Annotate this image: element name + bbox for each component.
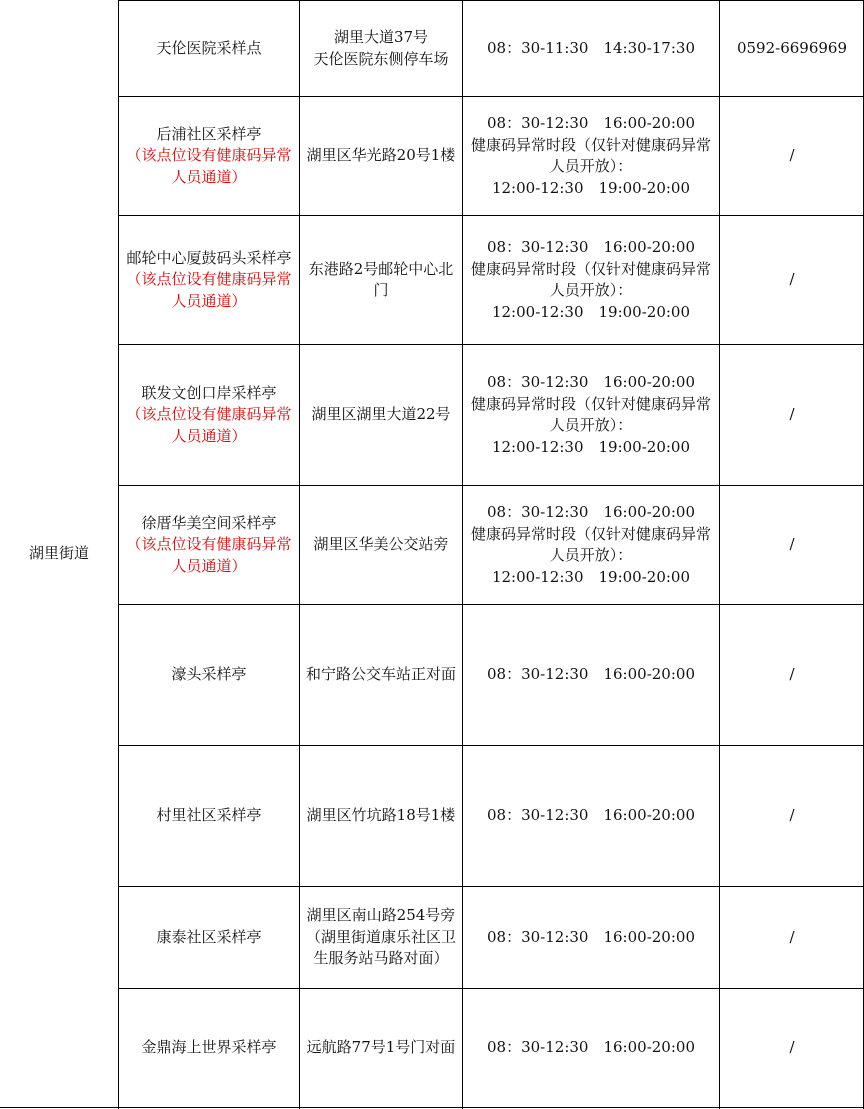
site-name-cell bbox=[119, 746, 299, 886]
site-address-cell bbox=[300, 345, 462, 485]
site-hours: 08：30-12:30 16:00-20:00 健康码异常时段（仅针对健康码异常人员开放）： 12:00-12:30 19:00-20:00 bbox=[470, 238, 711, 321]
site-address: 湖里区湖里大道22号 bbox=[311, 405, 451, 424]
site-address-cell bbox=[300, 989, 462, 1107]
district-name: 湖里街道 bbox=[28, 543, 89, 562]
abnormal-code-channel-note: （该点位设有健康码异常人员通道） bbox=[126, 146, 292, 186]
site-phone-cell bbox=[720, 216, 864, 344]
site-name-cell bbox=[119, 605, 299, 745]
site-phone: 0592-6696969 bbox=[736, 38, 848, 57]
site-name-cell bbox=[119, 989, 299, 1107]
site-address: 湖里大道37号 天伦医院东侧停车场 bbox=[313, 28, 449, 68]
site-phone-cell bbox=[720, 605, 864, 745]
site-phone: / bbox=[789, 927, 795, 946]
site-hours: 08：30-12:30 16:00-20:00 bbox=[487, 806, 695, 825]
site-name: 后浦社区采样亭 bbox=[156, 124, 262, 143]
district-cell bbox=[0, 0, 118, 1107]
site-address: 湖里区华美公交站旁 bbox=[313, 535, 449, 554]
site-phone-cell bbox=[720, 486, 864, 604]
abnormal-code-channel-note: （该点位设有健康码异常人员通道） bbox=[126, 405, 292, 445]
site-address: 湖里区华光路20号1楼 bbox=[306, 146, 456, 165]
site-address-cell bbox=[300, 746, 462, 886]
site-address: 东港路2号邮轮中心北门 bbox=[308, 259, 454, 299]
site-hours: 08：30-12:30 16:00-20:00 健康码异常时段（仅针对健康码异常人员开放）： 12:00-12:30 19:00-20:00 bbox=[470, 503, 711, 586]
site-address-cell bbox=[300, 887, 462, 988]
site-address: 湖里区竹坑路18号1楼 bbox=[306, 806, 456, 825]
site-name: 邮轮中心厦鼓码头采样亭 bbox=[126, 248, 292, 267]
site-name: 金鼎海上世界采样亭 bbox=[141, 1038, 277, 1057]
site-name-cell bbox=[119, 887, 299, 988]
site-phone-cell bbox=[720, 345, 864, 485]
site-phone: / bbox=[789, 146, 795, 165]
site-address-cell bbox=[300, 605, 462, 745]
site-address-cell bbox=[300, 1, 462, 96]
site-hours-cell bbox=[463, 345, 719, 485]
site-address: 和宁路公交车站正对面 bbox=[305, 665, 456, 684]
site-address: 湖里区南山路254号旁（湖里街道康乐社区卫生服务站马路对面） bbox=[305, 906, 456, 968]
site-hours-cell bbox=[463, 989, 719, 1107]
site-address: 远航路77号1号门对面 bbox=[306, 1038, 456, 1057]
site-hours: 08：30-11:30 14:30-17:30 bbox=[487, 38, 695, 57]
site-hours-cell bbox=[463, 216, 719, 344]
site-phone: / bbox=[789, 270, 795, 289]
site-phone-cell bbox=[720, 746, 864, 886]
site-name-cell bbox=[119, 486, 299, 604]
site-phone-cell bbox=[720, 97, 864, 215]
site-name-cell bbox=[119, 216, 299, 344]
site-phone: / bbox=[789, 1038, 795, 1057]
site-phone: / bbox=[789, 806, 795, 825]
site-name-cell bbox=[119, 345, 299, 485]
abnormal-code-channel-note: （该点位设有健康码异常人员通道） bbox=[126, 270, 292, 310]
site-name: 村里社区采样亭 bbox=[156, 806, 262, 825]
site-address-cell bbox=[300, 486, 462, 604]
site-hours: 08：30-12:30 16:00-20:00 bbox=[487, 1038, 695, 1057]
site-name: 濠头采样亭 bbox=[171, 665, 247, 684]
site-phone: / bbox=[789, 535, 795, 554]
site-address-cell bbox=[300, 97, 462, 215]
site-hours-cell bbox=[463, 605, 719, 745]
site-phone: / bbox=[789, 405, 795, 424]
site-hours-cell bbox=[463, 746, 719, 886]
site-hours-cell bbox=[463, 486, 719, 604]
site-name: 康泰社区采样亭 bbox=[156, 927, 262, 946]
site-name: 联发文创口岸采样亭 bbox=[141, 383, 277, 402]
site-phone: / bbox=[789, 665, 795, 684]
site-hours-cell bbox=[463, 1, 719, 96]
site-name-cell bbox=[119, 97, 299, 215]
site-hours-cell bbox=[463, 97, 719, 215]
site-name-cell bbox=[119, 1, 299, 96]
site-hours: 08：30-12:30 16:00-20:00 健康码异常时段（仅针对健康码异常人员开放）： 12:00-12:30 19:00-20:00 bbox=[470, 114, 711, 197]
site-phone-cell bbox=[720, 887, 864, 988]
site-hours: 08：30-12:30 16:00-20:00 bbox=[487, 665, 695, 684]
site-phone-cell bbox=[720, 989, 864, 1107]
site-name: 徐厝华美空间采样亭 bbox=[141, 513, 277, 532]
site-address-cell bbox=[300, 216, 462, 344]
site-hours: 08：30-12:30 16:00-20:00 健康码异常时段（仅针对健康码异常人员开放）： 12:00-12:30 19:00-20:00 bbox=[470, 373, 711, 456]
site-phone-cell bbox=[720, 1, 864, 96]
site-hours: 08：30-12:30 16:00-20:00 bbox=[487, 927, 695, 946]
site-hours-cell bbox=[463, 887, 719, 988]
site-name: 天伦医院采样点 bbox=[156, 38, 262, 57]
abnormal-code-channel-note: （该点位设有健康码异常人员通道） bbox=[126, 535, 292, 575]
